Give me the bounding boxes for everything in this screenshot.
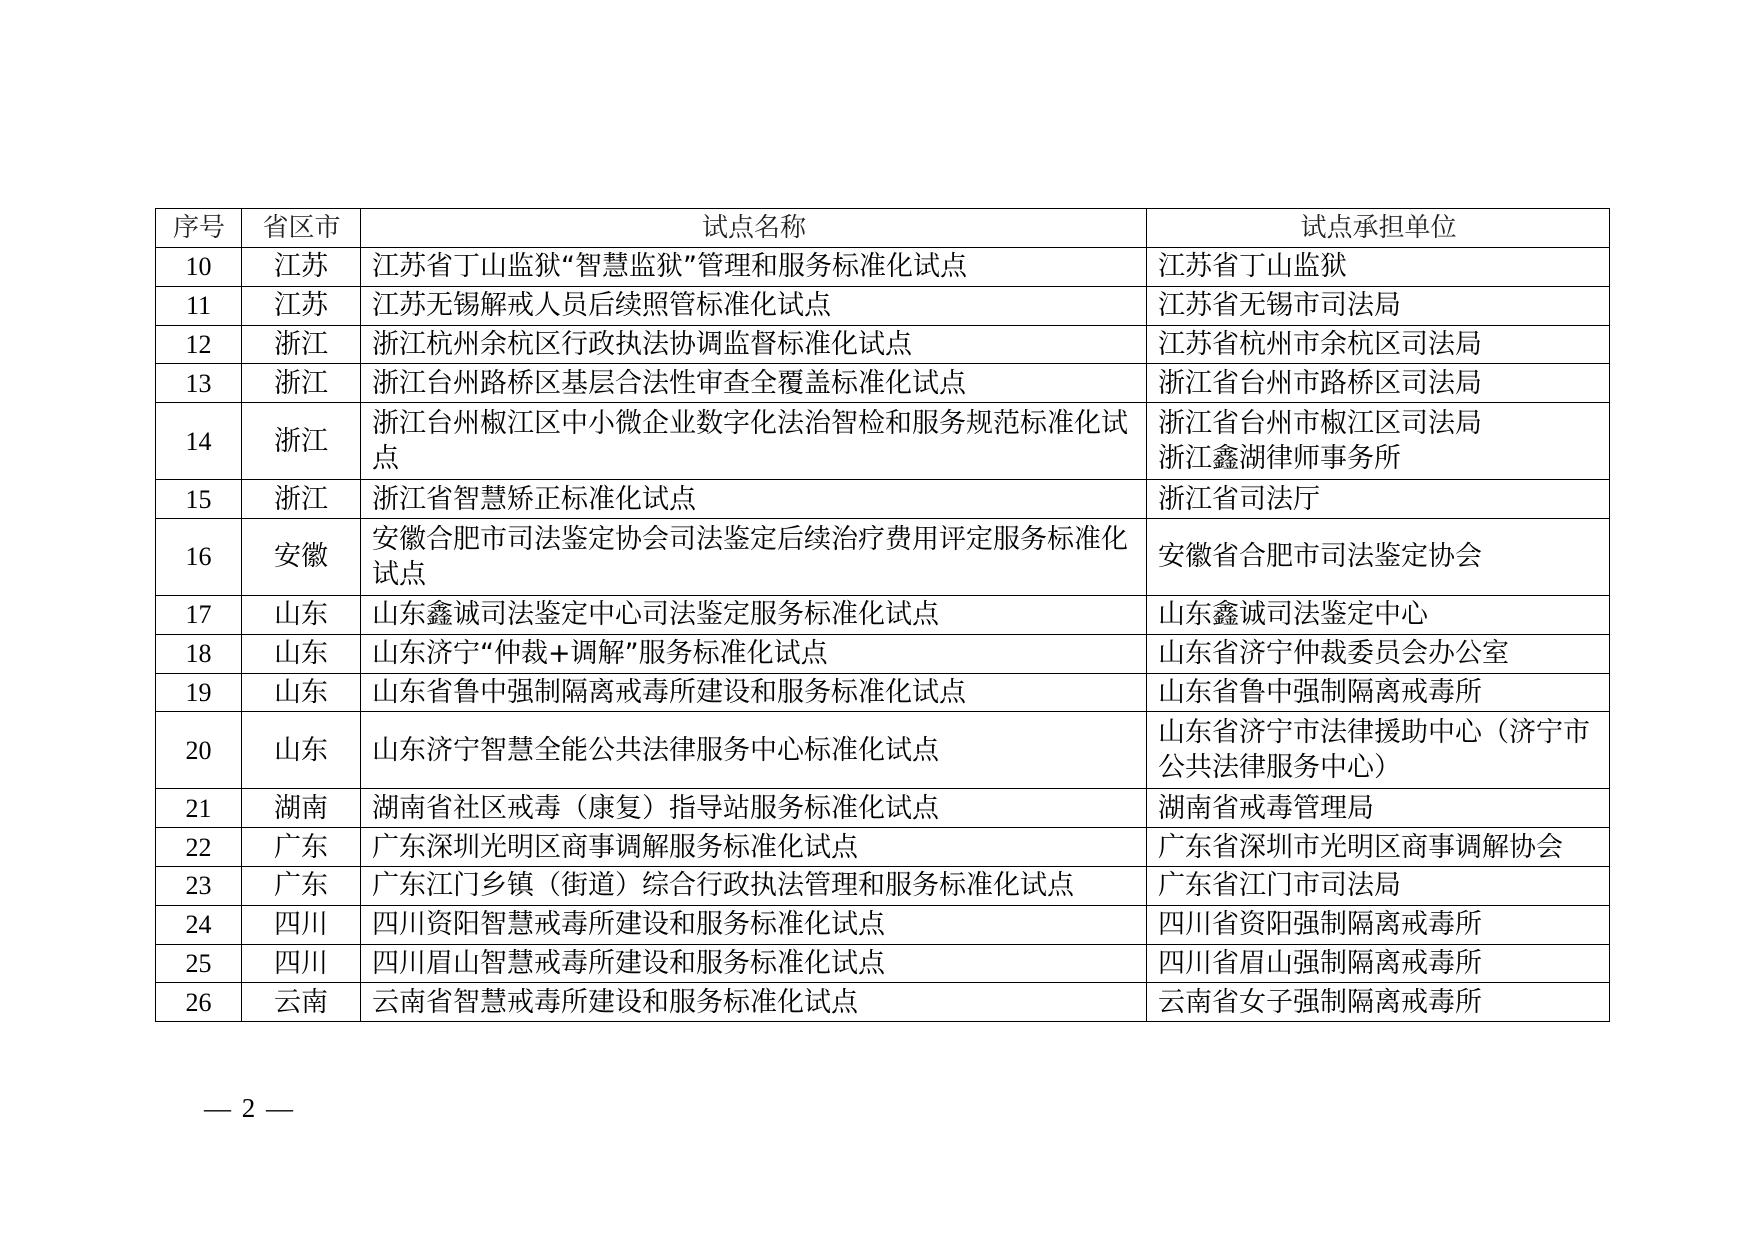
- row-number: 25: [156, 944, 242, 983]
- row-unit: [1147, 325, 1610, 364]
- unit-line: 浙江省台州市路桥区司法局: [1158, 367, 1482, 399]
- table-row: [156, 712, 1610, 789]
- row-pilot-name: 浙江台州路桥区基层合法性审查全覆盖标准化试点: [361, 364, 1147, 403]
- row-number: 24: [156, 905, 242, 944]
- unit-line: 浙江省司法厅: [1158, 483, 1320, 515]
- row-province: 四川: [242, 944, 361, 983]
- row-province: 山东: [242, 673, 361, 712]
- row-pilot-name: 山东济宁“仲裁+调解”服务标准化试点: [361, 634, 1147, 673]
- unit-line: 广东省深圳市光明区商事调解协会: [1158, 831, 1563, 863]
- unit-line: 湖南省戒毒管理局: [1158, 792, 1374, 824]
- table-row: [156, 595, 1610, 634]
- table-row: [156, 983, 1610, 1022]
- pilot-table: [155, 208, 1610, 1022]
- header-unit: 试点承担单位: [1147, 209, 1610, 248]
- table-row: [156, 634, 1610, 673]
- row-unit: [1147, 905, 1610, 944]
- unit-line: 浙江省台州市椒江区司法局: [1158, 408, 1482, 440]
- row-unit: [1147, 828, 1610, 867]
- row-number: 23: [156, 866, 242, 905]
- row-number: 18: [156, 634, 242, 673]
- table-row: [156, 518, 1610, 595]
- row-number: 22: [156, 828, 242, 867]
- row-pilot-name: 四川资阳智慧戒毒所建设和服务标准化试点: [361, 905, 1147, 944]
- row-pilot-name: 江苏省丁山监狱“智慧监狱”管理和服务标准化试点: [361, 248, 1147, 287]
- row-number: 13: [156, 364, 242, 403]
- table-row: [156, 905, 1610, 944]
- table-row: [156, 673, 1610, 712]
- unit-line: 四川省资阳强制隔离戒毒所: [1158, 909, 1482, 941]
- table-body: [156, 248, 1610, 1022]
- row-unit: [1147, 712, 1610, 789]
- row-unit: [1147, 673, 1610, 712]
- row-number: 10: [156, 248, 242, 287]
- row-province: 广东: [242, 866, 361, 905]
- row-unit: [1147, 248, 1610, 287]
- row-number: 14: [156, 403, 242, 480]
- row-number: 12: [156, 325, 242, 364]
- row-province: 浙江: [242, 364, 361, 403]
- unit-line: 江苏省丁山监狱: [1158, 251, 1347, 283]
- unit-line: 四川省眉山强制隔离戒毒所: [1158, 947, 1482, 979]
- row-pilot-name: 山东济宁智慧全能公共法律服务中心标准化试点: [361, 712, 1147, 789]
- table-row: [156, 828, 1610, 867]
- row-pilot-name: 山东省鲁中强制隔离戒毒所建设和服务标准化试点: [361, 673, 1147, 712]
- row-province: 江苏: [242, 286, 361, 325]
- table-row: [156, 248, 1610, 287]
- row-unit: [1147, 866, 1610, 905]
- row-province: 浙江: [242, 325, 361, 364]
- row-unit: [1147, 403, 1610, 480]
- row-unit: [1147, 789, 1610, 828]
- row-province: 广东: [242, 828, 361, 867]
- table-row: [156, 480, 1610, 519]
- row-unit: [1147, 595, 1610, 634]
- row-province: 安徽: [242, 518, 361, 595]
- table-row: [156, 944, 1610, 983]
- row-province: 山东: [242, 712, 361, 789]
- row-number: 11: [156, 286, 242, 325]
- row-unit: [1147, 286, 1610, 325]
- table-row: [156, 286, 1610, 325]
- row-pilot-name: 广东江门乡镇（街道）综合行政执法管理和服务标准化试点: [361, 866, 1147, 905]
- row-province: 山东: [242, 634, 361, 673]
- row-province: 浙江: [242, 403, 361, 480]
- row-number: 17: [156, 595, 242, 634]
- row-pilot-name: 四川眉山智慧戒毒所建设和服务标准化试点: [361, 944, 1147, 983]
- row-province: 四川: [242, 905, 361, 944]
- row-number: 19: [156, 673, 242, 712]
- row-pilot-name: 浙江台州椒江区中小微企业数字化法治智检和服务规范标准化试点: [361, 403, 1147, 480]
- row-unit: [1147, 518, 1610, 595]
- unit-line: 山东省鲁中强制隔离戒毒所: [1158, 676, 1482, 708]
- row-number: 15: [156, 480, 242, 519]
- table-row: [156, 403, 1610, 480]
- row-pilot-name: 江苏无锡解戒人员后续照管标准化试点: [361, 286, 1147, 325]
- unit-line: 山东省济宁市法律援助中心（济宁市公共法律服务中心）: [1158, 717, 1590, 784]
- row-province: 湖南: [242, 789, 361, 828]
- row-pilot-name: 山东鑫诚司法鉴定中心司法鉴定服务标准化试点: [361, 595, 1147, 634]
- header-province: 省区市: [242, 209, 361, 248]
- row-pilot-name: 湖南省社区戒毒（康复）指导站服务标准化试点: [361, 789, 1147, 828]
- unit-line: 云南省女子强制隔离戒毒所: [1158, 986, 1482, 1018]
- row-number: 26: [156, 983, 242, 1022]
- row-pilot-name: 云南省智慧戒毒所建设和服务标准化试点: [361, 983, 1147, 1022]
- row-pilot-name: 安徽合肥市司法鉴定协会司法鉴定后续治疗费用评定服务标准化试点: [361, 518, 1147, 595]
- row-number: 16: [156, 518, 242, 595]
- row-province: 浙江: [242, 480, 361, 519]
- table-row: [156, 866, 1610, 905]
- table-row: [156, 364, 1610, 403]
- row-unit: [1147, 634, 1610, 673]
- table-header: [156, 209, 1610, 248]
- unit-line: 浙江鑫湖律师事务所: [1158, 443, 1401, 475]
- unit-line: 江苏省杭州市余杭区司法局: [1158, 328, 1482, 360]
- row-unit: [1147, 480, 1610, 519]
- row-province: 山东: [242, 595, 361, 634]
- row-pilot-name: 广东深圳光明区商事调解服务标准化试点: [361, 828, 1147, 867]
- page-number: — 2 —: [204, 1093, 295, 1123]
- row-province: 江苏: [242, 248, 361, 287]
- unit-line: 江苏省无锡市司法局: [1158, 290, 1401, 322]
- row-unit: [1147, 364, 1610, 403]
- unit-line: 广东省江门市司法局: [1158, 870, 1401, 902]
- row-pilot-name: 浙江杭州余杭区行政执法协调监督标准化试点: [361, 325, 1147, 364]
- table-row: [156, 789, 1610, 828]
- header-row: [156, 209, 1610, 248]
- row-pilot-name: 浙江省智慧矫正标准化试点: [361, 480, 1147, 519]
- header-name: 试点名称: [361, 209, 1147, 248]
- header-no: 序号: [156, 209, 242, 248]
- unit-line: 安徽省合肥市司法鉴定协会: [1158, 541, 1482, 573]
- table-row: [156, 325, 1610, 364]
- row-unit: [1147, 944, 1610, 983]
- row-number: 21: [156, 789, 242, 828]
- unit-line: 山东省济宁仲裁委员会办公室: [1158, 638, 1509, 670]
- unit-line: 山东鑫诚司法鉴定中心: [1158, 599, 1428, 631]
- row-province: 云南: [242, 983, 361, 1022]
- row-number: 20: [156, 712, 242, 789]
- row-unit: [1147, 983, 1610, 1022]
